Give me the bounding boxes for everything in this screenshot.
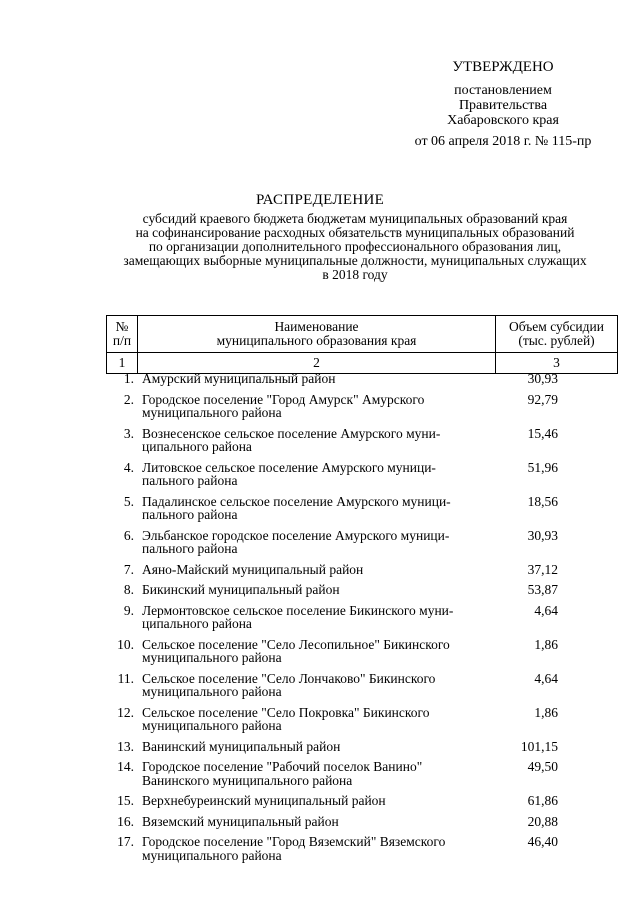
row-value: 1,86 (534, 704, 558, 720)
approval-date: от 06 апреля 2018 г. № 115-пр (414, 134, 592, 149)
row-name-line2: пального района (142, 541, 238, 556)
table-row (106, 604, 616, 631)
row-number: 11. (117, 670, 134, 686)
document-title: РАСПРЕДЕЛЕНИЕ (255, 192, 385, 208)
row-name-line1: Литовское сельское поселение Амурского муници- (142, 459, 436, 475)
row-number: 4. (123, 459, 134, 475)
row-name-line2: муниципального района (142, 847, 282, 863)
table-row (106, 835, 616, 862)
row-name-line1: Лермонтовское сельское поселение Бикинского муни- (142, 602, 454, 618)
row-value: 4,64 (534, 670, 558, 686)
row-number: 7. (123, 561, 134, 577)
row-name (138, 427, 486, 454)
row-name-line2: ципального района (142, 616, 252, 631)
row-number: 15. (117, 793, 134, 808)
row-name-line1: Верхнебуреинский муниципальный район (142, 793, 386, 808)
row-name (138, 529, 486, 556)
row-name-line2: ципального района (142, 439, 252, 454)
subtitle-line: замещающих выборные муниципальные должности, муниципальных служащих (123, 253, 587, 268)
approval-line: постановлением (454, 83, 552, 98)
row-number: 12. (117, 704, 134, 720)
row-value: 49,50 (527, 759, 558, 774)
row-name-line2: Ванинского муниципального района (142, 772, 353, 788)
table-row (106, 563, 616, 577)
approval-line: Правительства (458, 98, 548, 113)
row-name-line2: пального района (142, 507, 238, 522)
table-row (106, 583, 616, 597)
row-name-line2: пального района (142, 473, 238, 488)
approval-line: Хабаровского края (447, 113, 559, 128)
document-subtitle (95, 212, 615, 282)
subtitle-line: в 2018 году (322, 267, 388, 282)
row-value: 37,12 (527, 561, 558, 577)
row-value: 30,93 (527, 527, 558, 543)
column-number: 3 (496, 353, 618, 374)
row-name (138, 563, 486, 577)
header-name-line1: Наименование (274, 319, 359, 334)
row-name (138, 740, 486, 754)
approval-block (398, 60, 608, 149)
table-body (106, 372, 616, 869)
header-name (138, 316, 496, 353)
row-value: 4,64 (534, 602, 558, 618)
row-name-line1: Падалинское сельское поселение Амурского муници- (142, 493, 451, 509)
row-name (138, 815, 486, 829)
row-number: 16. (117, 813, 134, 829)
table-row (106, 529, 616, 556)
row-value: 51,96 (527, 459, 558, 475)
row-value: 20,88 (527, 813, 558, 829)
row-name (138, 393, 486, 420)
row-name-line2: муниципального района (142, 718, 282, 733)
header-num-line2: п/п (112, 333, 132, 348)
row-number: 10. (117, 636, 134, 652)
row-number: 9. (123, 602, 134, 618)
row-number: 2. (123, 391, 134, 407)
table-row (106, 427, 616, 454)
row-value: 46,40 (527, 834, 558, 849)
table-row (106, 461, 616, 488)
row-name-line1: Эльбанское городское поселение Амурского муници- (142, 527, 450, 543)
row-name-line1: Амурский муниципальный район (142, 371, 336, 386)
row-name-line2: муниципального района (142, 650, 282, 665)
row-name-line1: Городское поселение "Город Вяземский" Вяземского (142, 834, 446, 849)
subtitle-line: субсидий краевого бюджета бюджетам муниципальных образований края (142, 211, 568, 226)
row-name-line1: Сельское поселение "Село Покровка" Бикинского (142, 704, 430, 720)
row-name-line1: Городское поселение "Город Амурск" Амурского (142, 391, 425, 407)
row-name (138, 706, 486, 733)
row-value: 30,93 (527, 371, 558, 386)
row-value: 1,86 (534, 636, 558, 652)
table-row (106, 794, 616, 808)
row-number: 14. (117, 759, 134, 774)
header-amount (496, 316, 618, 353)
row-number: 1. (123, 371, 134, 386)
row-name-line1: Вяземский муниципальный район (142, 813, 339, 829)
row-name (138, 760, 486, 787)
row-name (138, 794, 486, 808)
row-number: 17. (117, 834, 134, 849)
row-name-line2: муниципального района (142, 684, 282, 699)
row-name-line2: муниципального района (142, 405, 282, 420)
header-amount-line2: (тыс. рублей) (518, 333, 595, 348)
row-value: 92,79 (527, 391, 558, 407)
header-name-line2: муниципального образования края (216, 333, 417, 348)
row-name (138, 672, 486, 699)
column-number: 2 (138, 353, 496, 374)
table-row (106, 740, 616, 754)
approval-stamp: УТВЕРЖДЕНО (452, 59, 554, 75)
table-header (106, 315, 618, 374)
table-row (106, 815, 616, 829)
row-name (138, 604, 486, 631)
row-name-line1: Вознесенское сельское поселение Амурского муни- (142, 425, 441, 441)
column-number: 1 (107, 353, 138, 374)
header-num (107, 316, 138, 353)
row-name-line1: Сельское поселение "Село Лесопильное" Бикинского (142, 636, 450, 652)
row-name (138, 461, 486, 488)
row-value: 15,46 (527, 425, 558, 441)
row-name-line1: Городское поселение "Рабочий поселок Ванино" (142, 759, 423, 774)
row-number: 8. (123, 582, 134, 597)
row-number: 3. (123, 425, 134, 441)
row-number: 5. (123, 493, 134, 509)
header-amount-line1: Объем субсидии (509, 319, 604, 334)
table-row (106, 372, 616, 386)
row-name (138, 638, 486, 665)
row-name (138, 835, 486, 862)
row-name-line1: Аяно-Майский муниципальный район (142, 561, 364, 577)
row-name-line1: Ванинский муниципальный район (142, 738, 341, 754)
row-name-line1: Бикинский муниципальный район (142, 582, 340, 597)
row-number: 6. (123, 527, 134, 543)
header-num-line1: № (115, 319, 129, 334)
table-row (106, 760, 616, 787)
table-row (106, 672, 616, 699)
subtitle-line: по организации дополнительного профессионального образования лиц, (148, 239, 562, 254)
row-name-line1: Сельское поселение "Село Лончаково" Бикинского (142, 670, 436, 686)
subtitle-line: на софинансирование расходных обязательств муниципальных образований (135, 225, 575, 240)
table-row (106, 638, 616, 665)
row-value: 101,15 (520, 738, 558, 754)
table-row (106, 706, 616, 733)
table-row (106, 495, 616, 522)
row-value: 53,87 (527, 582, 558, 597)
row-value: 61,86 (527, 793, 558, 808)
row-name (138, 372, 486, 386)
table-row (106, 393, 616, 420)
row-name (138, 495, 486, 522)
row-value: 18,56 (527, 493, 558, 509)
row-number: 13. (117, 738, 134, 754)
row-name (138, 583, 486, 597)
